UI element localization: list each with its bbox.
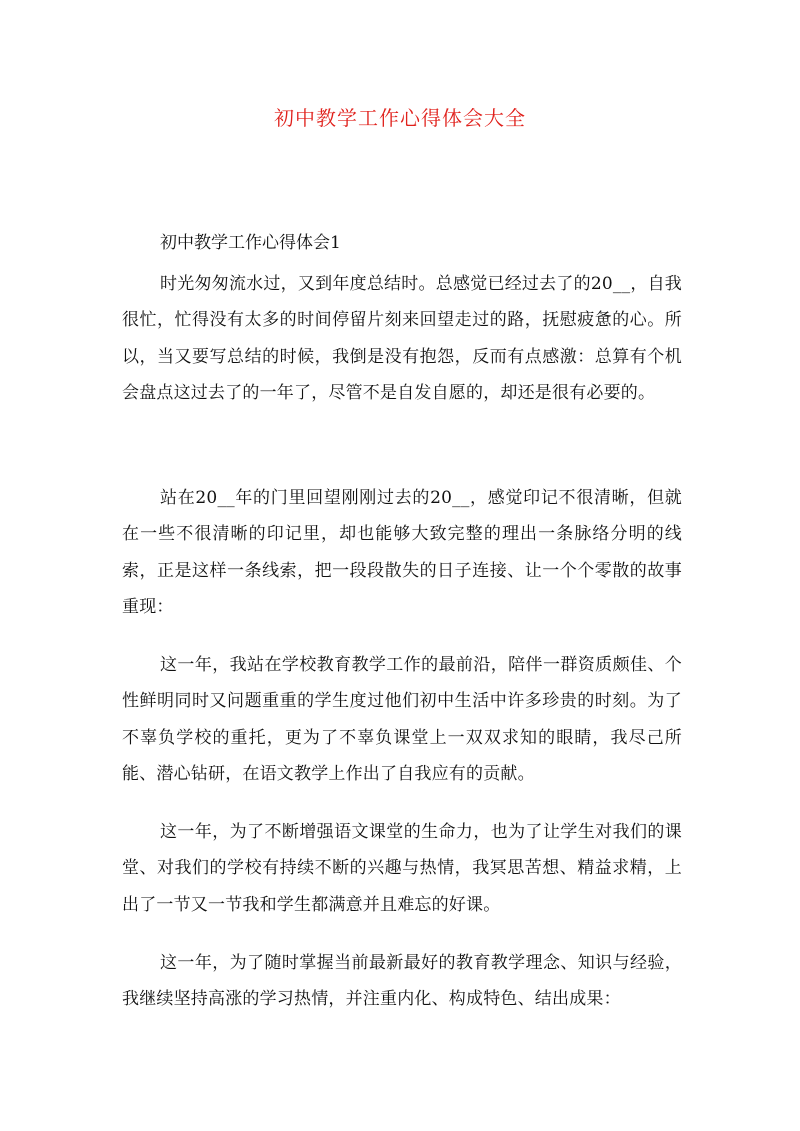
section-heading: 初中教学工作心得体会1 <box>160 233 341 253</box>
paragraph-3: 这一年，我站在学校教育教学工作的最前沿，陪伴一群资质颇佳、个性鲜明同时又问题重重的学生度过他们初中生活中许多珍贵的时刻。为了不辜负学校的重托，更为了不辜负课堂上一双双求知的眼睛，我尽己所能、潜心钻研，在语文教学上作出了自我应有的贡献。 <box>122 655 682 784</box>
document-title: 初中教学工作心得体会大全 <box>274 106 526 130</box>
paragraph-5: 这一年，为了随时掌握当前最新最好的教育教学理念、知识与经验，我继续坚持高涨的学习热情，并注重内化、构成特色、结出成果： <box>122 953 682 1010</box>
paragraph-1: 时光匆匆流水过，又到年度总结时。总感觉已经过去了的20__，自我很忙，忙得没有太多的时间停留片刻来回望走过的路，抚慰疲惫的心。所以，当又要写总结的时候，我倒是没有抱怨，反而有点感激：总算有个机会盘点这过去了的一年了，尽管不是自发自愿的，却还是很有必要的。 <box>122 274 682 403</box>
paragraph-4: 这一年，为了不断增强语文课堂的生命力，也为了让学生对我们的课堂、对我们的学校有持续不断的兴趣与热情，我冥思苦想、精益求精，上出了一节又一节我和学生都满意并且难忘的好课。 <box>122 822 682 915</box>
paragraph-2: 站在20__年的门里回望刚刚过去的20__，感觉印记不很清晰，但就在一些不很清晰的印记里，却也能够大致完整的理出一条脉络分明的线索，正是这样一条线索，把一段段散失的日子连接、让一个个零散的故事重现： <box>122 488 682 617</box>
